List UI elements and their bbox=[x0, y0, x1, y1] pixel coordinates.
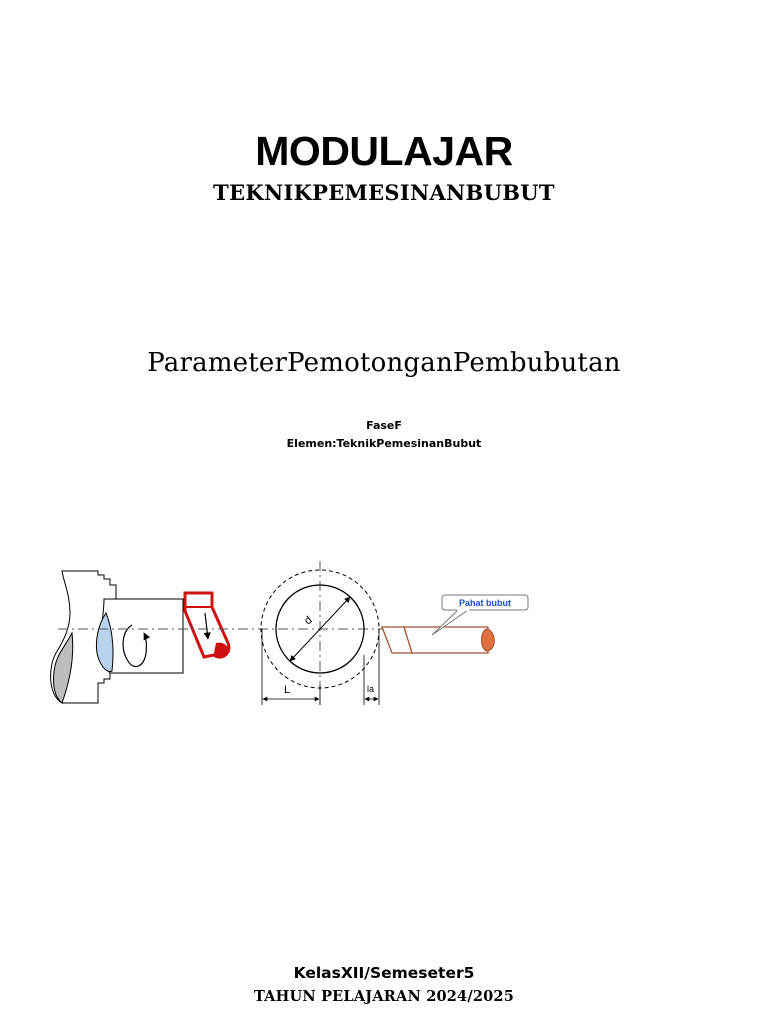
length-label: L bbox=[284, 684, 291, 696]
lathe-tool-group bbox=[382, 595, 528, 653]
cross-section-group bbox=[261, 561, 379, 705]
phase-label: FaseF bbox=[366, 419, 402, 432]
academic-year: TAHUN PELAJARAN 2024/2025 bbox=[253, 988, 515, 1005]
element-label: Elemen:TeknikPemesinanBubut bbox=[286, 437, 482, 450]
class-semester: KelasXII/Semeseter5 bbox=[293, 964, 475, 982]
chuck-workpiece-group bbox=[51, 571, 229, 703]
document-subtitle: TEKNIKPEMESINANBUBUT bbox=[213, 180, 555, 205]
document-title: MODULAJAR bbox=[255, 128, 513, 174]
callout-label: Pahat bubut bbox=[459, 598, 511, 608]
lathe-tool-body bbox=[382, 627, 488, 653]
callout-pointer-cover bbox=[457, 608, 469, 611]
approach-label: la bbox=[367, 684, 375, 694]
topic-title: ParameterPemotonganPembubutan bbox=[147, 348, 621, 378]
turning-diagram bbox=[40, 555, 540, 715]
lathe-tool-tip bbox=[482, 629, 495, 651]
diameter-label: d bbox=[302, 614, 315, 628]
